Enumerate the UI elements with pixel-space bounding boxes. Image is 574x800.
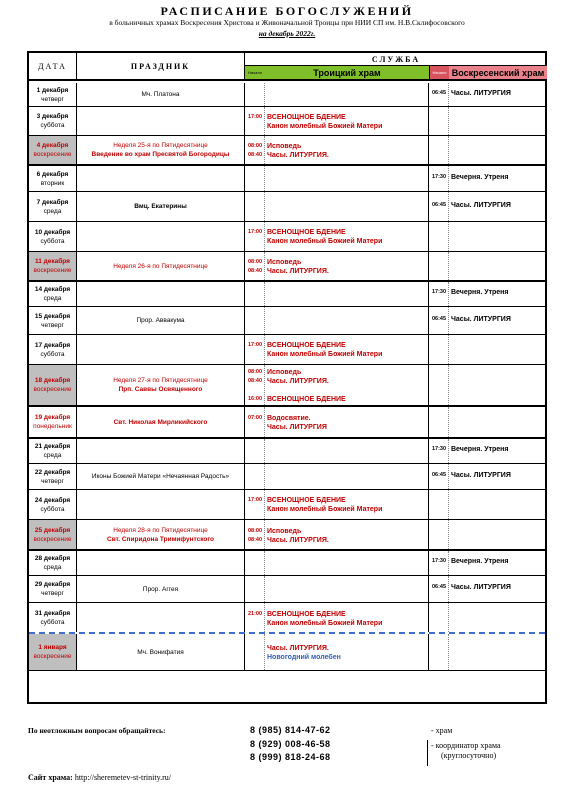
date-label: 4 декабря: [36, 142, 69, 149]
feast-cell: [77, 107, 245, 135]
feast-cell: [77, 166, 245, 191]
date-cell: [29, 603, 77, 632]
service-time: [245, 122, 265, 131]
feast-name: Мч. Вонифатия: [137, 648, 184, 656]
service-line: [245, 237, 428, 246]
voskr-services: [429, 307, 545, 334]
site-line: [28, 773, 171, 782]
service-line: [245, 527, 428, 536]
brace-divider: [427, 740, 430, 766]
service-line: [245, 644, 428, 653]
service-time: 08:40: [247, 152, 263, 158]
service-time: 06:45: [431, 202, 447, 208]
time-column: [245, 576, 265, 602]
feast-name: Неделя 28-я по Пятидесятнице: [113, 526, 208, 534]
date-label: 19 декабря: [34, 414, 71, 421]
service-name: Новогодний молебен: [267, 654, 341, 661]
date-cell: [29, 634, 77, 670]
time-column: [245, 464, 265, 489]
weekday-label: среда: [43, 295, 62, 302]
service-name: Вечерня. Утреня: [451, 446, 509, 453]
service-time: 17:00: [247, 114, 263, 120]
feast-name: Введение во храм Пресвятой Богородицы: [91, 151, 230, 158]
feast-name: Вмц. Екатерины: [134, 203, 187, 210]
voskr-services: [429, 282, 545, 306]
voskr-services: [429, 222, 545, 251]
date-cell: [29, 520, 77, 549]
service-name: Исповедь: [267, 143, 302, 150]
service-time: 17:00: [247, 229, 263, 235]
column-header-feast: ПРАЗДНИК: [77, 53, 245, 81]
troitsky-temple-header: Троицкий храм: [265, 66, 429, 81]
service-line: [245, 423, 428, 432]
service-line: [245, 536, 428, 545]
service-name: Исповедь: [267, 369, 302, 376]
voskr-start-header: Начало: [429, 66, 449, 81]
service-name: Часы. ЛИТУРГИЯ.: [267, 152, 329, 159]
column-header-date: ДАТА: [29, 53, 77, 81]
service-name: Канон молебный Божией Матери: [267, 123, 383, 130]
weekday-label: суббота: [40, 618, 65, 626]
voskr-services: [429, 365, 545, 405]
service-name: ВСЕНОЩНОЕ БДЕНИЕ: [267, 229, 346, 236]
service-name: Исповедь: [267, 259, 302, 266]
date-cell: [29, 307, 77, 334]
note-temple: - храм: [431, 726, 453, 735]
feast-name: Свт. Николая Мирликийского: [113, 418, 208, 426]
feast-cell: [77, 551, 245, 575]
service-name: Вечерня. Утреня: [451, 289, 509, 296]
service-name: Канон молебный Божией Матери: [267, 506, 383, 513]
service-name: Часы. ЛИТУРГИЯ: [451, 472, 511, 479]
voskr-temple-header: Воскресенский храм: [449, 66, 547, 81]
date-label: 29 декабря: [34, 581, 71, 588]
date-label: 1 января: [38, 644, 67, 651]
service-line: [429, 288, 545, 297]
service-line: [245, 368, 428, 377]
service-line: [245, 113, 428, 122]
service-time: [245, 350, 265, 359]
table-row: [29, 490, 545, 520]
service-line: [245, 496, 428, 505]
service-time: 17:00: [247, 342, 263, 348]
date-label: 3 декабря: [36, 113, 69, 120]
service-line: [429, 173, 545, 182]
weekday-label: суббота: [40, 505, 65, 513]
schedule-table: [27, 51, 547, 704]
service-time: 06:45: [431, 90, 447, 96]
service-name: Часы. ЛИТУРГИЯ.: [267, 378, 329, 385]
site-url[interactable]: http://sheremetev-st-trinity.ru/: [74, 773, 171, 782]
contacts-label: По неотложным вопросам обращайтесь:: [28, 726, 166, 735]
time-column: [429, 520, 449, 549]
feast-cell: [77, 407, 245, 437]
service-name: ВСЕНОЩНОЕ БДЕНИЕ: [267, 497, 346, 504]
table-row: [29, 520, 545, 551]
feast-cell: [77, 439, 245, 463]
service-line: [245, 653, 428, 662]
phone-coordinator-1: 8 (929) 008-46-58: [250, 739, 331, 749]
troitsky-services: [245, 252, 429, 280]
service-name: ВСЕНОЩНОЕ БДЕНИЕ: [267, 114, 346, 121]
date-cell: [29, 222, 77, 251]
feast-name: Иконы Божией Матери «Нечаянная Радость»: [91, 473, 230, 480]
weekday-label: четверг: [41, 321, 64, 329]
service-line: [245, 377, 428, 386]
date-cell: [29, 407, 77, 437]
date-cell: [29, 576, 77, 602]
troitsky-services: [245, 576, 429, 602]
feast-name: Прп. Саввы Освященного: [118, 386, 203, 393]
troitsky-services: [245, 464, 429, 489]
service-line: [245, 414, 428, 423]
table-row: [29, 551, 545, 576]
table-row: [29, 252, 545, 282]
voskr-services: [429, 252, 545, 280]
service-time: [245, 423, 265, 432]
weekday-label: воскресение: [33, 267, 72, 274]
feast-cell: [77, 464, 245, 489]
table-row: [29, 222, 545, 252]
weekday-label: понедельник: [33, 423, 72, 430]
service-line: [245, 341, 428, 350]
weekday-label: четверг: [41, 95, 64, 103]
table-row: [29, 407, 545, 439]
feast-name: Мч. Платона: [141, 91, 180, 98]
service-time: 17:30: [431, 174, 447, 180]
feast-name: Прор. Аввакума: [136, 317, 185, 324]
date-cell: [29, 335, 77, 364]
weekday-label: четверг: [41, 590, 64, 597]
date-label: 1 декабря: [36, 86, 69, 94]
service-time: [245, 653, 265, 662]
feast-cell: [77, 307, 245, 334]
time-column: [245, 439, 265, 463]
feast-cell: [77, 490, 245, 519]
service-name: ВСЕНОЩНОЕ БДЕНИЕ: [267, 396, 346, 403]
service-time: 07:00: [247, 415, 263, 421]
weekday-label: среда: [43, 207, 62, 215]
service-name: Канон молебный Божией Матери: [267, 620, 383, 627]
service-time: 17:30: [431, 446, 447, 452]
feast-name: Прор. Аггея: [142, 585, 179, 593]
service-name: Часы. ЛИТУРГИЯ.: [267, 537, 329, 544]
time-column: [429, 490, 449, 519]
service-line: [245, 350, 428, 359]
schedule-period: на декабрь 2022г.: [258, 29, 316, 38]
troitsky-services: [245, 365, 429, 405]
service-time: 21:00: [247, 611, 263, 617]
troitsky-services: [245, 439, 429, 463]
phone-coordinator-2: 8 (999) 818-24-68: [250, 752, 331, 762]
weekday-label: суббота: [40, 122, 65, 129]
service-name: Водосвятие.: [267, 415, 311, 422]
table-row: [29, 107, 545, 136]
date-label: 25 декабря: [34, 526, 71, 534]
date-label: 10 декабря: [34, 228, 71, 236]
service-line: [429, 557, 545, 566]
table-row: [29, 335, 545, 365]
feast-cell: [77, 136, 245, 164]
service-line: [245, 151, 428, 160]
service-time: [245, 644, 265, 653]
date-label: 7 декабря: [36, 198, 69, 206]
table-row: [29, 634, 545, 671]
service-time: 17:00: [247, 497, 263, 503]
voskr-services: [429, 551, 545, 575]
service-name: Часы. ЛИТУРГИЯ: [451, 584, 511, 591]
table-row: [29, 439, 545, 464]
voskr-services: [429, 490, 545, 519]
voskr-services: [429, 407, 545, 437]
date-label: 24 декабря: [34, 496, 71, 504]
table-row: [29, 576, 545, 603]
feast-cell: [77, 634, 245, 670]
table-row: [29, 192, 545, 222]
feast-name: Неделя 27-я по Пятидесятнице: [113, 377, 208, 384]
service-time: 08:00: [247, 143, 263, 149]
date-label: 6 декабря: [36, 170, 69, 178]
service-name: Часы. ЛИТУРГИЯ: [267, 424, 327, 431]
service-time: 08:00: [247, 369, 263, 375]
voskr-services: [429, 439, 545, 463]
troitsky-services: [245, 551, 429, 575]
table-row: [29, 136, 545, 166]
voskr-services: [429, 107, 545, 135]
service-name: Часы. ЛИТУРГИЯ: [451, 90, 511, 97]
time-column: [429, 603, 449, 632]
troitsky-services: [245, 307, 429, 334]
service-line: [245, 122, 428, 131]
table-row: [29, 83, 545, 107]
troitsky-services: [245, 335, 429, 364]
voskr-services: [429, 136, 545, 164]
service-name: Часы. ЛИТУРГИЯ.: [267, 645, 329, 652]
service-line: [245, 619, 428, 628]
service-line: [429, 201, 545, 210]
service-time: [245, 237, 265, 246]
date-label: 28 декабря: [34, 555, 71, 562]
date-cell: [29, 83, 77, 106]
date-label: 14 декабря: [34, 286, 71, 293]
weekday-label: суббота: [40, 350, 65, 358]
date-label: 15 декабря: [34, 312, 71, 320]
table-row: [29, 282, 545, 307]
note-coordinator: - координатор храма: [431, 741, 501, 750]
service-name: Вечерня. Утреня: [451, 174, 509, 181]
date-cell: [29, 439, 77, 463]
troitsky-services: [245, 407, 429, 437]
time-column: [429, 222, 449, 251]
date-cell: [29, 166, 77, 191]
time-column: [429, 335, 449, 364]
service-name: Часы. ЛИТУРГИЯ: [451, 202, 511, 209]
date-cell: [29, 107, 77, 135]
voskr-services: [429, 83, 545, 106]
troitsky-services: [245, 83, 429, 106]
weekday-label: воскресение: [33, 653, 72, 660]
page-title: РАСПИСАНИЕ БОГОСЛУЖЕНИЙ: [160, 4, 414, 18]
service-time: 08:40: [247, 268, 263, 274]
service-name: Канон молебный Божией Матери: [267, 351, 383, 358]
feast-cell: [77, 252, 245, 280]
troitsky-services: [245, 634, 429, 670]
column-header-service: СЛУЖБА: [245, 53, 547, 66]
voskr-services: [429, 192, 545, 221]
voskr-services: [429, 634, 545, 670]
date-cell: [29, 136, 77, 164]
service-line: [429, 471, 545, 480]
weekday-label: вторник: [40, 179, 65, 187]
time-column: [429, 365, 449, 405]
time-column: [245, 307, 265, 334]
service-line: [245, 395, 428, 404]
service-time: 06:45: [431, 584, 447, 590]
service-name: ВСЕНОЩНОЕ БДЕНИЕ: [267, 611, 346, 618]
service-line: [245, 142, 428, 151]
service-name: Часы. ЛИТУРГИЯ: [451, 316, 511, 323]
date-cell: [29, 365, 77, 405]
service-line: [245, 228, 428, 237]
service-line: [429, 315, 545, 324]
feast-cell: [77, 576, 245, 602]
time-column: [245, 551, 265, 575]
weekday-label: воскресение: [33, 535, 72, 543]
service-line: [429, 445, 545, 454]
weekday-label: среда: [43, 452, 62, 459]
table-row: [29, 464, 545, 490]
phone-temple: 8 (985) 814-47-62: [250, 725, 331, 735]
page-subtitle: в больничных храмах Воскресения Христова и Живоначальной Троицы при НИИ СП им. Н.В.Склифосовского: [109, 18, 465, 27]
date-cell: [29, 282, 77, 306]
feast-cell: [77, 335, 245, 364]
voskr-services: [429, 603, 545, 632]
time-column: [245, 166, 265, 191]
weekday-label: суббота: [40, 237, 65, 245]
service-time: 08:40: [247, 378, 263, 384]
feast-cell: [77, 520, 245, 549]
service-line: [429, 583, 545, 592]
service-time: [245, 505, 265, 514]
service-time: 06:45: [431, 472, 447, 478]
weekday-label: среда: [43, 564, 62, 571]
service-name: Вечерня. Утреня: [451, 558, 509, 565]
service-time: 17:30: [431, 558, 447, 564]
feast-name: Неделя 25-я по Пятидесятнице: [113, 142, 208, 149]
table-row: [29, 365, 545, 407]
service-time: 08:40: [247, 537, 263, 543]
time-column: [429, 252, 449, 280]
note-hours: (круглосуточно): [441, 751, 497, 760]
feast-cell: [77, 603, 245, 632]
date-label: 17 декабря: [34, 341, 71, 349]
time-column: [429, 407, 449, 437]
service-time: 17:30: [431, 289, 447, 295]
service-name: Канон молебный Божией Матери: [267, 238, 383, 245]
date-label: 31 декабря: [34, 609, 71, 617]
date-cell: [29, 252, 77, 280]
troitsky-services: [245, 490, 429, 519]
service-name: ВСЕНОЩНОЕ БДЕНИЕ: [267, 342, 346, 349]
voskr-services: [429, 335, 545, 364]
troitsky-services: [245, 107, 429, 135]
feast-cell: [77, 222, 245, 251]
date-label: 22 декабря: [34, 468, 71, 476]
voskr-services: [429, 520, 545, 549]
feast-cell: [77, 365, 245, 405]
feast-name: Неделя 26-я по Пятидесятнице: [113, 262, 208, 270]
service-time: 06:45: [431, 316, 447, 322]
table-row: [29, 603, 545, 634]
time-column: [429, 634, 449, 670]
voskr-services: [429, 166, 545, 191]
troitsky-services: [245, 136, 429, 164]
troitsky-services: [245, 282, 429, 306]
service-time: 08:00: [247, 528, 263, 534]
service-line: [429, 89, 545, 98]
site-label: Сайт храма:: [28, 773, 73, 782]
service-time: 16:00: [247, 396, 263, 402]
date-label: 11 декабря: [35, 258, 70, 265]
weekday-label: четверг: [41, 477, 64, 485]
table-row: [29, 307, 545, 335]
service-line: [245, 505, 428, 514]
feast-cell: [77, 192, 245, 221]
time-column: [245, 192, 265, 221]
date-cell: [29, 464, 77, 489]
date-cell: [29, 551, 77, 575]
feast-cell: [77, 282, 245, 306]
troitsky-services: [245, 520, 429, 549]
date-label: 18 декабря: [34, 377, 71, 384]
service-line: [245, 258, 428, 267]
service-time: 08:00: [247, 259, 263, 265]
voskr-services: [429, 464, 545, 489]
time-column: [429, 136, 449, 164]
time-column: [429, 107, 449, 135]
voskr-services: [429, 576, 545, 602]
troitsky-services: [245, 222, 429, 251]
service-line: [245, 610, 428, 619]
time-column: [245, 282, 265, 306]
troitsky-services: [245, 603, 429, 632]
service-line: [245, 267, 428, 276]
date-cell: [29, 192, 77, 221]
troitsky-services: [245, 192, 429, 221]
feast-name: Свт. Спиридона Тримифунтского: [107, 535, 214, 543]
feast-cell: [77, 83, 245, 106]
table-row: [29, 166, 545, 192]
troitsky-start-header: Начало: [245, 66, 265, 81]
service-time: [245, 619, 265, 628]
date-cell: [29, 490, 77, 519]
time-column: [245, 83, 265, 106]
date-label: 21 декабря: [34, 443, 71, 450]
weekday-label: воскресение: [33, 386, 72, 393]
service-name: Часы. ЛИТУРГИЯ.: [267, 268, 329, 275]
weekday-label: воскресение: [33, 151, 72, 158]
service-name: Исповедь: [267, 528, 302, 535]
troitsky-services: [245, 166, 429, 191]
